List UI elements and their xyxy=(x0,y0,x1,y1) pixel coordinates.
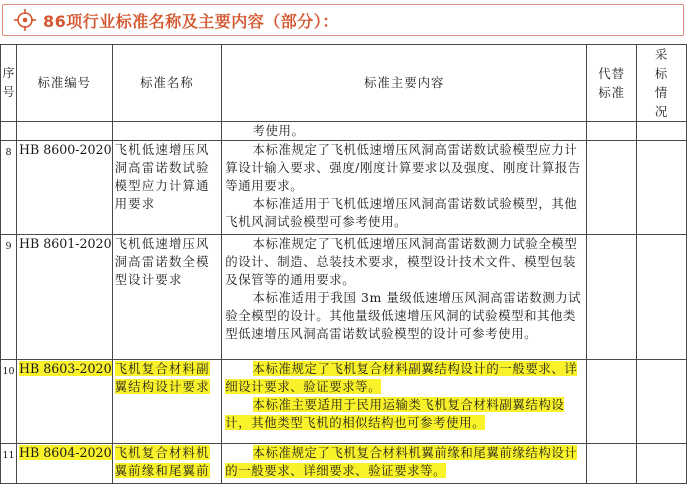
header-adopt xyxy=(637,45,687,122)
h-adopt-line: 标 xyxy=(654,66,669,81)
page-title: 86项行业标准名称及主要内容（部分）： xyxy=(43,11,339,31)
h-no-line: 号 xyxy=(2,85,15,99)
adopt-cell xyxy=(637,360,687,444)
h-no-line: 序 xyxy=(2,66,15,80)
table-row xyxy=(1,235,687,360)
standard-name xyxy=(112,444,222,484)
standard-name-text: 飞机低速增压风洞高雷诺数试验模型应力计算通用要求 xyxy=(114,142,210,211)
standard-code-text: HB 8604-2020 xyxy=(18,445,112,460)
header-content: 标准主要内容 xyxy=(222,45,587,122)
content-paragraph: 本标准适用于我国 3m 量级低速增压风洞高雷诺数测力试验全模型的设计。其他量级低速增压风洞的试验模型和其他类型低速增压风洞高雷诺数试验模型的设计可参考使用。 xyxy=(225,290,582,341)
standard-name xyxy=(112,235,222,360)
row-number: 10 xyxy=(1,360,17,444)
replace-cell xyxy=(587,360,637,444)
content-paragraph: 本标准规定了飞机复合材料副翼结构设计的一般要求、详细设计要求、验证要求等。 xyxy=(225,361,578,394)
continuation-row xyxy=(1,122,687,141)
standard-name xyxy=(112,360,222,444)
standard-code-text: HB 8600-2020 xyxy=(18,142,112,157)
standard-name-text: 飞机复合材料副翼结构设计要求 xyxy=(114,361,210,394)
content-paragraph: 本标准规定了飞机低速增压风洞高雷诺数试验模型应力计算设计输入要求、强度/刚度计算要求以及强度、刚度计算报告等通用要求。 xyxy=(225,142,581,193)
standard-content xyxy=(222,360,587,444)
standard-code xyxy=(16,235,112,360)
standard-content xyxy=(222,141,587,235)
section-title-bar xyxy=(2,4,684,36)
table-row xyxy=(1,141,687,235)
h-adopt-line: 采 xyxy=(654,47,669,62)
standard-name-text: 飞机低速增压风洞高雷诺数全模型设计要求 xyxy=(114,236,210,287)
header-replace xyxy=(587,45,637,122)
h-replace-line: 标准 xyxy=(598,85,626,100)
standards-table xyxy=(0,44,687,484)
adopt-cell xyxy=(637,444,687,484)
replace-cell xyxy=(587,141,637,235)
h-replace-line: 代替 xyxy=(598,66,626,81)
standard-code-text: HB 8601-2020 xyxy=(18,236,112,251)
row-number: 9 xyxy=(1,235,17,360)
target-icon xyxy=(13,8,37,32)
content-paragraph: 本标准主要适用于民用运输类飞机复合材料副翼结构设计，其他类型飞机的相似结构也可参考使用。 xyxy=(225,397,565,430)
standard-code xyxy=(16,360,112,444)
standard-code-text: HB 8603-2020 xyxy=(18,361,112,376)
h-adopt-line: 况 xyxy=(654,104,669,119)
standard-code xyxy=(16,444,112,484)
table-header-row xyxy=(1,45,687,122)
header-name: 标准名称 xyxy=(112,45,222,122)
content-paragraph: 本标准适用于飞机低速增压风洞高雷诺数试验模型，其他飞机风洞试验模型可参考使用。 xyxy=(225,196,578,229)
row-number: 11 xyxy=(1,444,17,484)
adopt-cell xyxy=(637,141,687,235)
replace-cell xyxy=(587,444,637,484)
content-paragraph: 本标准规定了飞机低速增压风洞高雷诺数测力试验全模型的设计、制造、总装技术要求，模型设计技术文件、模型包装及保管等的通用要求。 xyxy=(225,236,578,287)
standard-name xyxy=(112,141,222,235)
content-paragraph: 本标准规定了飞机复合材料机翼前缘和尾翼前缘结构设计的一般要求、详细要求、验证要求等。 xyxy=(225,445,578,478)
header-no xyxy=(1,45,17,122)
continuation-text: 考使用。 xyxy=(252,123,305,138)
h-adopt-line: 情 xyxy=(654,85,669,100)
standard-code xyxy=(16,141,112,235)
standard-name-text: 飞机复合材料机翼前缘和尾翼前 xyxy=(114,445,210,478)
standard-content xyxy=(222,235,587,360)
table-row xyxy=(1,360,687,444)
standard-content xyxy=(222,444,587,484)
header-code: 标准编号 xyxy=(16,45,112,122)
row-number: 8 xyxy=(1,141,17,235)
replace-cell xyxy=(587,235,637,360)
adopt-cell xyxy=(637,235,687,360)
table-row xyxy=(1,444,687,484)
